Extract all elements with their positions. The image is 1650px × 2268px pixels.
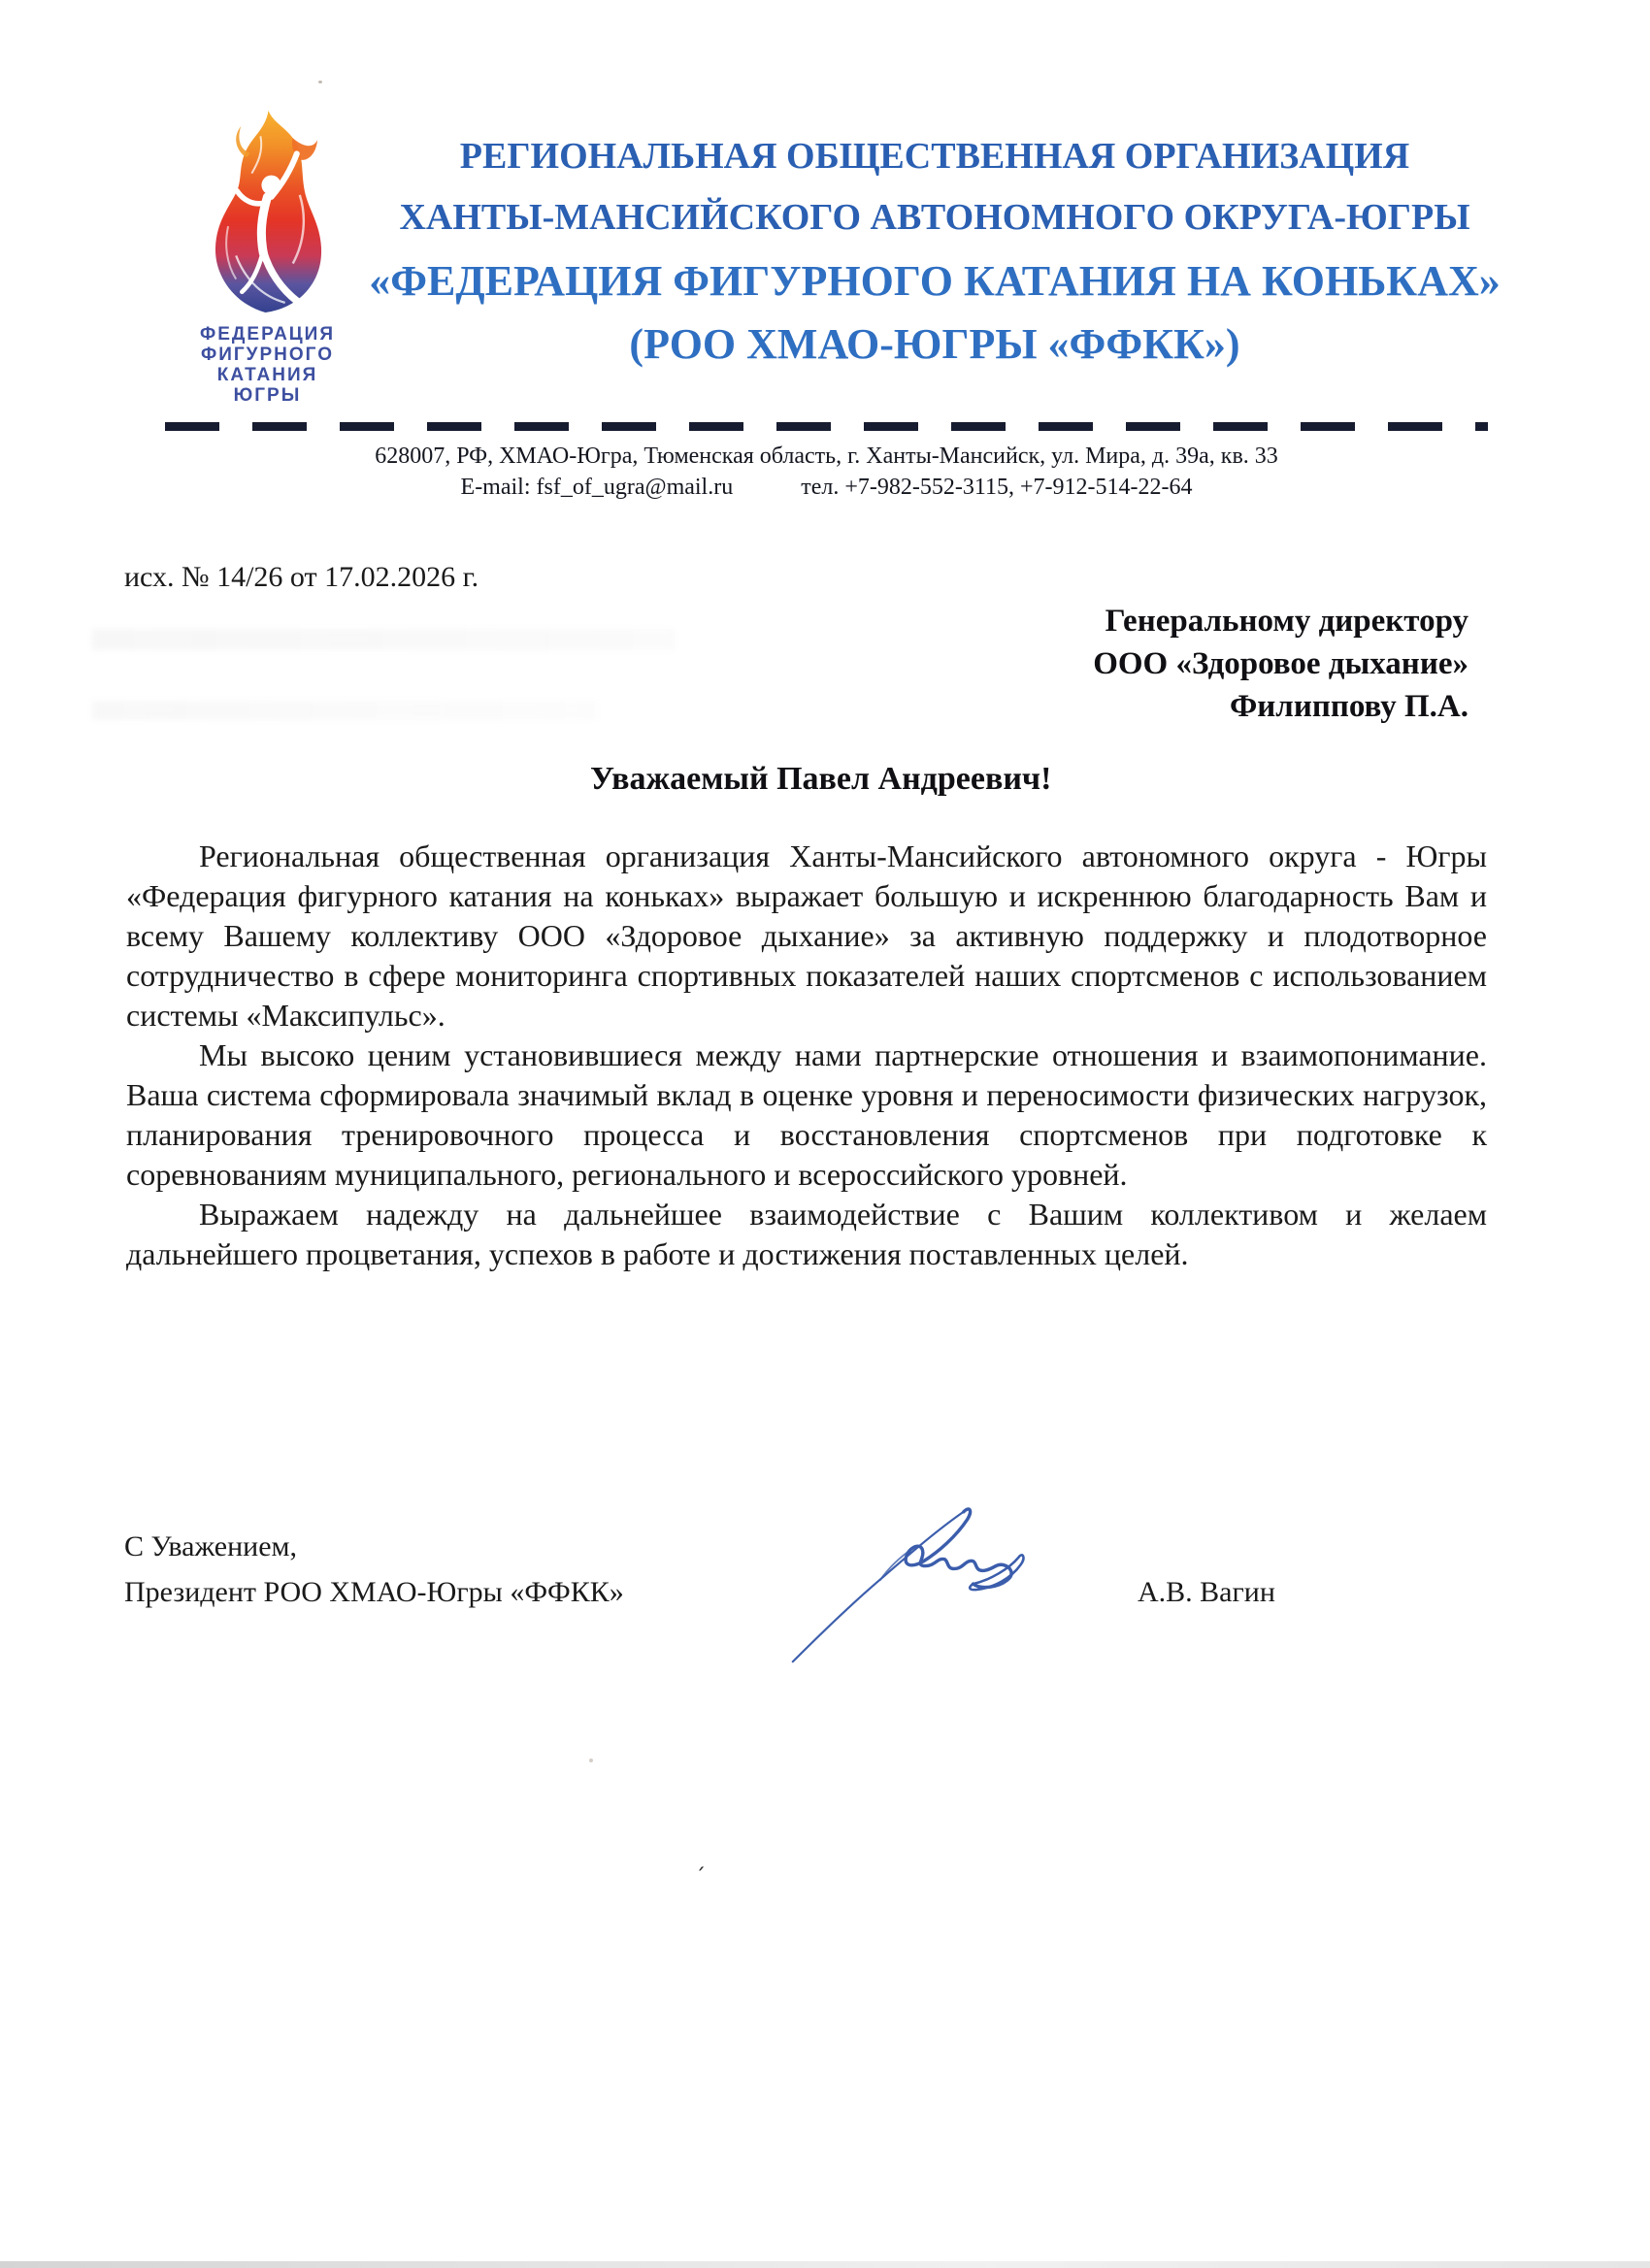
paragraph-2: Мы высоко ценим установившиеся между нами партнерские отношения и взаимопонимание. Ваша система сформировала значимый вклад в оценке уровня и переносимости физических нагрузок, планирования тренировочного процесса и восстановления спортсменов при подготовке к соревнованиям муниципального, регионального и всероссийского уровней. <box>126 1037 1487 1192</box>
flame-figure-skater-icon <box>206 109 330 316</box>
letterhead <box>357 134 1512 382</box>
org-name-line-3: «ФЕДЕРАЦИЯ ФИГУРНОГО КАТАНИЯ НА КОНЬКАХ» <box>369 257 1501 305</box>
org-name-line-4: (РОО ХМАО-ЮГРЫ «ФФКК») <box>629 320 1240 368</box>
handwritten-signature <box>788 1502 1037 1673</box>
email-address: E-mail: fsf_of_ugra@mail.ru <box>460 475 734 500</box>
scan-speck <box>318 81 322 83</box>
paragraph-3: Выражаем надежду на дальнейшее взаимодействие с Вашим коллективом и желаем дальнейшего процветания, успехов в работе и достижения поставленных целей. <box>126 1197 1487 1271</box>
addressee-name: Филиппову П.А. <box>1229 689 1468 724</box>
org-name-line-1: РЕГИОНАЛЬНАЯ ОБЩЕСТВЕННАЯ ОРГАНИЗАЦИЯ <box>459 136 1410 177</box>
scan-ink-mark: ˏ <box>695 1847 706 1871</box>
letterhead-divider <box>165 422 1488 431</box>
logo-caption-line: КАТАНИЯ <box>216 365 318 385</box>
logo-caption-line: ЮГРЫ <box>233 385 302 406</box>
phone-numbers: тел. +7-982-552-3115, +7-912-514-22-64 <box>801 475 1193 500</box>
addressee-company: ООО «Здоровое дыхание» <box>1093 646 1468 681</box>
logo-caption <box>182 324 352 406</box>
logo-caption-line: ФЕДЕРАЦИЯ <box>199 324 335 345</box>
org-name-line-2: ХАНТЫ-МАНСИЙСКОГО АВТОНОМНОГО ОКРУГА-ЮГРЫ <box>399 197 1470 238</box>
paragraph-1: Региональная общественная организация Ханты-Мансийского автономного округа - Югры «Федерация фигурного катания на коньках» выражает большую и искреннюю благодарность Вам и всему Вашему коллективу ООО «Здоровое дыхание» за активную поддержку и плодотворное сотрудничество в сфере мониторинга спортивных показателей наших спортсменов с использованием системы «Максипульс». <box>126 838 1487 1033</box>
signer-name: А.В. Вагин <box>1138 1576 1275 1608</box>
outgoing-reference: исх. № 14/26 от 17.02.2026 г. <box>124 561 479 593</box>
closing-block <box>124 1524 624 1615</box>
scan-bleed-smudge <box>92 701 597 720</box>
scan-edge-shadow <box>0 2261 1650 2268</box>
letter-body <box>126 837 1487 1274</box>
scan-bleed-smudge <box>92 629 675 650</box>
logo-caption-line: ФИГУРНОГО <box>201 345 334 365</box>
salutation: Уважаемый Павел Андреевич! <box>590 761 1052 797</box>
addressee-position: Генеральному директору <box>1105 604 1468 639</box>
addressee-block <box>1093 600 1468 728</box>
signer-title: Президент РОО ХМАО-Югры «ФФКК» <box>124 1576 624 1608</box>
closing-phrase: С Уважением, <box>124 1530 298 1562</box>
organization-logo <box>182 109 352 406</box>
contact-block <box>165 441 1488 503</box>
scan-speck <box>589 1759 593 1762</box>
postal-address: 628007, РФ, ХМАО-Югра, Тюменская область, г. Ханты-Мансийск, ул. Мира, д. 39а, кв. 33 <box>375 444 1278 469</box>
